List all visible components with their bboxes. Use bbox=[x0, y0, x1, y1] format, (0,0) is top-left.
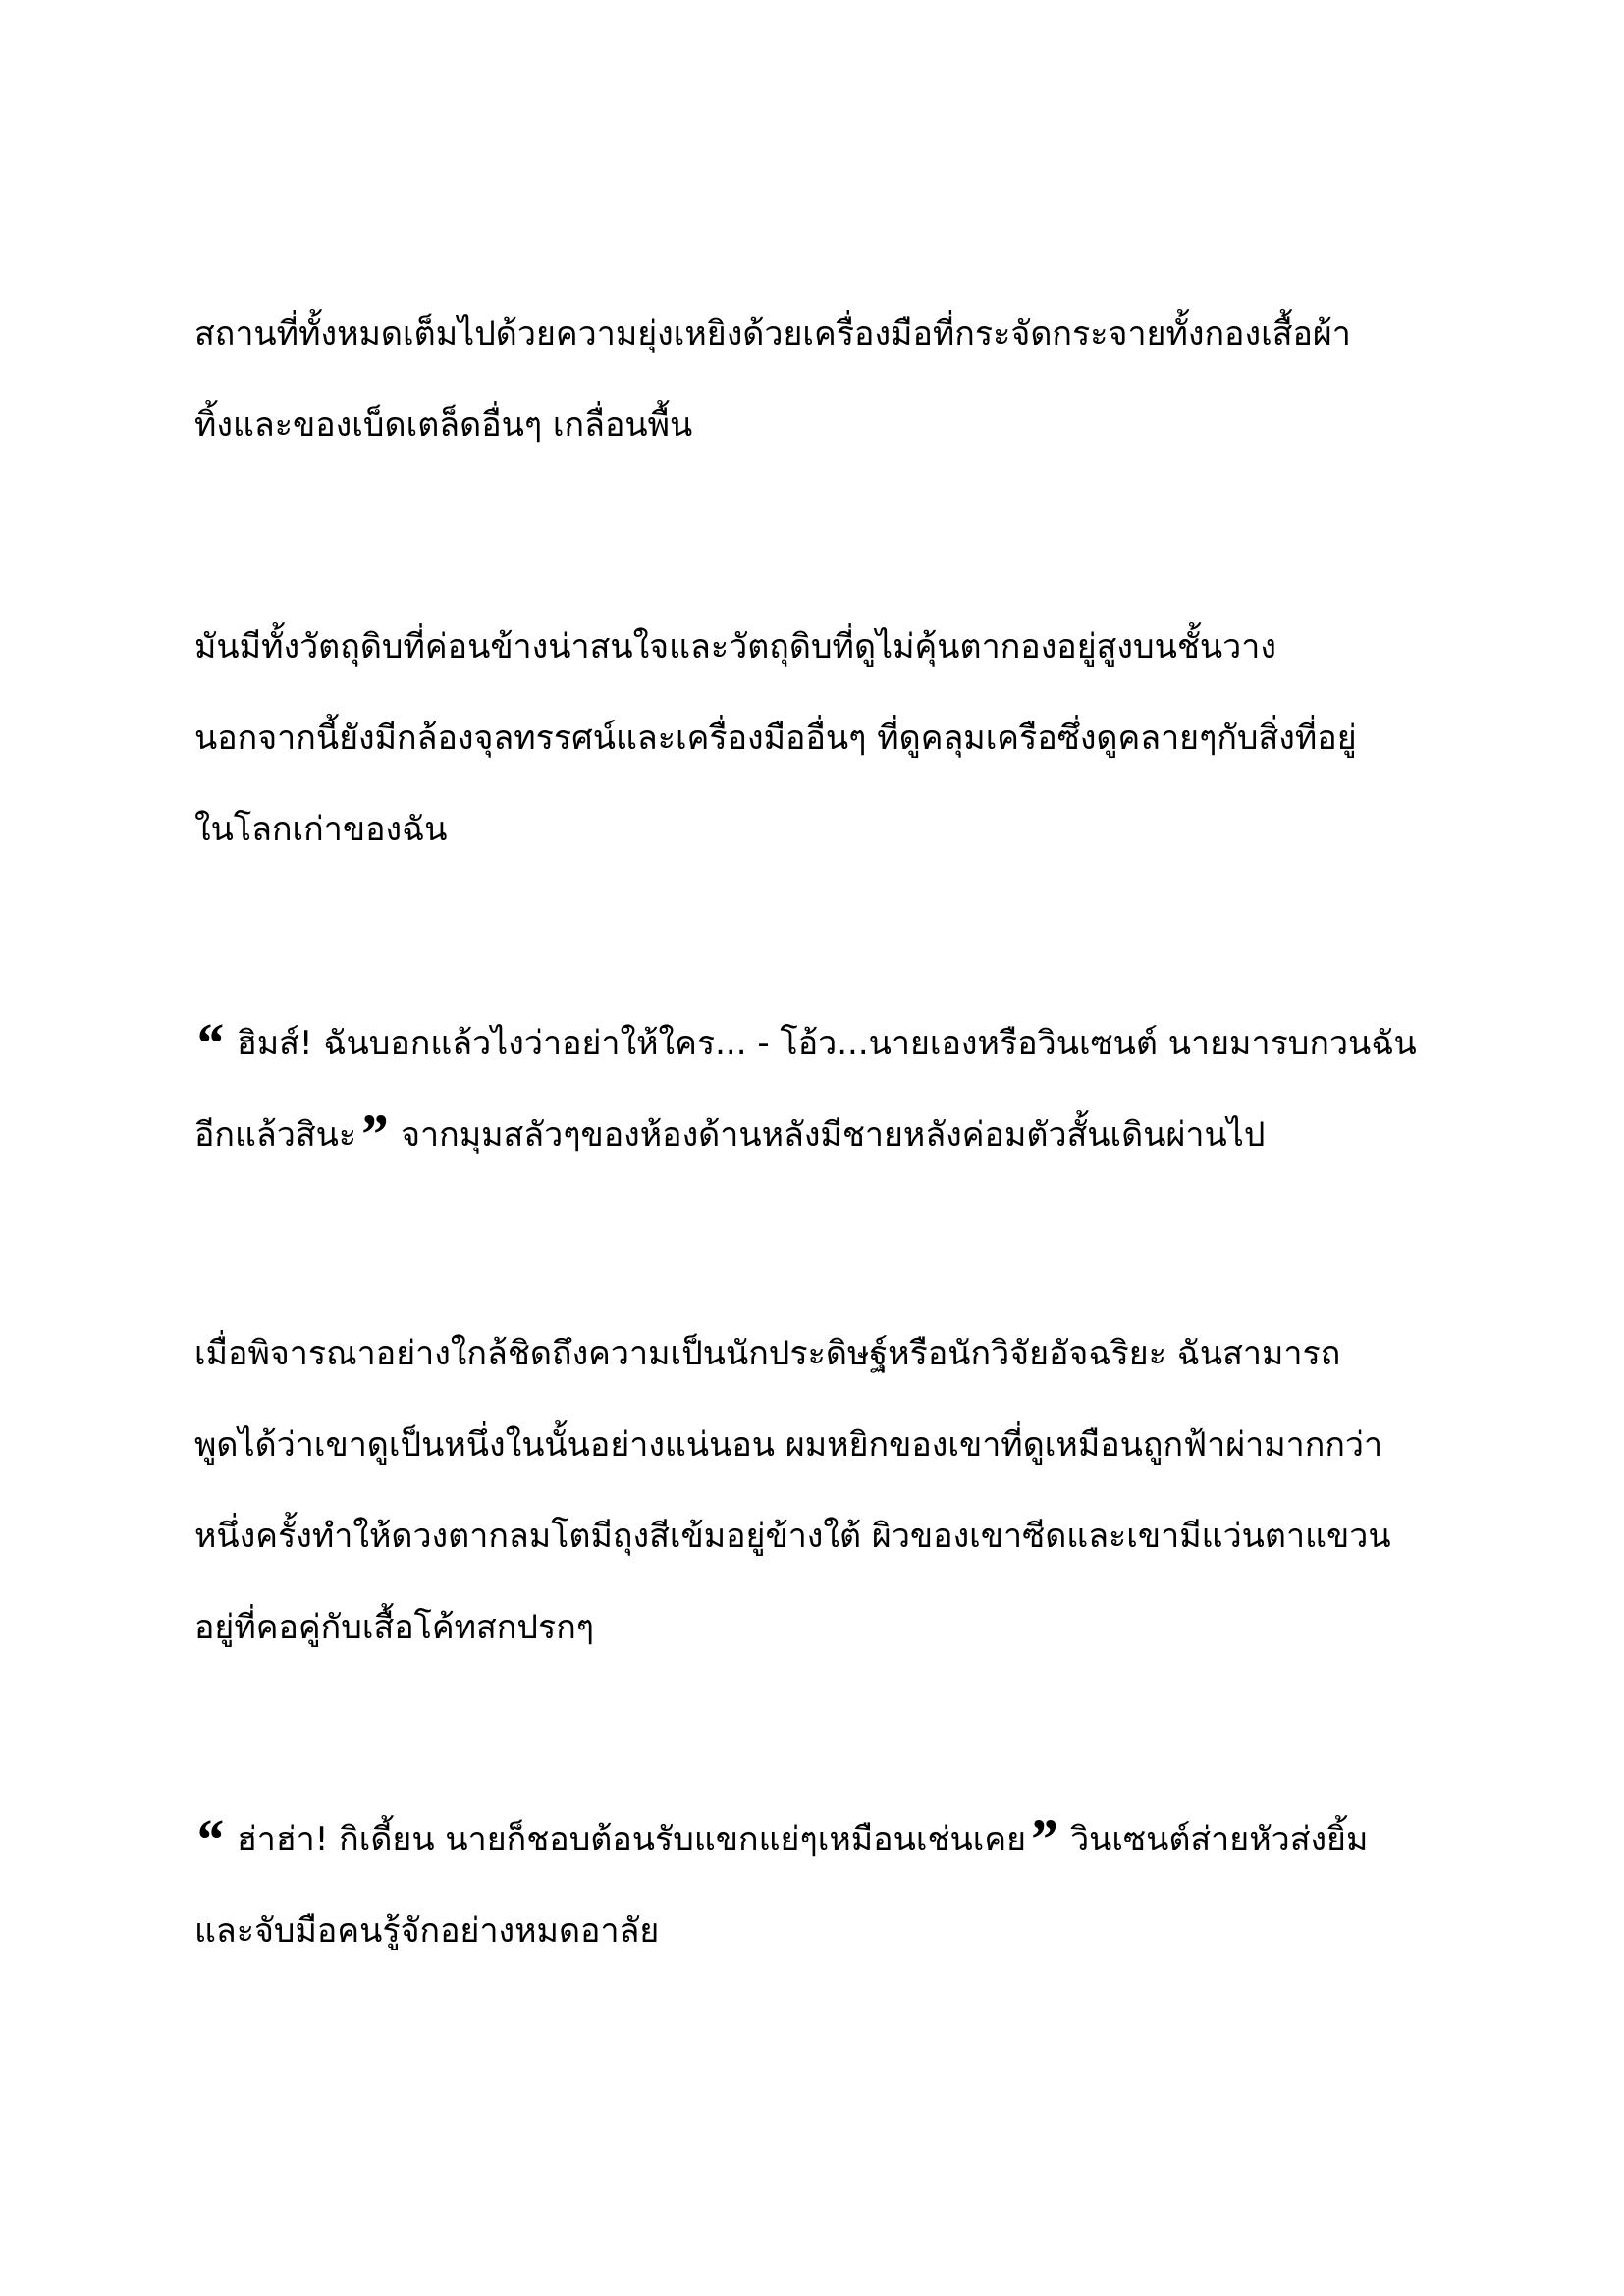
paragraph-2-line-3: ในโลกเก่าของฉัน bbox=[194, 810, 448, 849]
narration-text: จากมุมสลัวๆของห้องด้านหลังมีชายหลังค่อมตัวสั้นเดินผ่านไป bbox=[401, 1115, 1266, 1154]
paragraph-2-line-1: มันมีทั้งวัตถุดิบที่ค่อนข้างน่าสนใจและวัตถุดิบที่ดูไม่คุ้นตากองอยู่สูงบนชั้นวาง bbox=[194, 627, 1276, 667]
paragraph-3-line-1: “ ฮิมส์! ฉันบอกแล้วไงว่าอย่าให้ใคร... - โอ้ว...นายเองหรือวินเซนต์ นายมารบกวนฉัน bbox=[194, 1011, 1417, 1075]
paragraph-4 bbox=[194, 1322, 1461, 1659]
paragraph-1-line-1: สถานที่ทั้งหมดเต็มไปด้วยความยุ่งเหยิงด้วยเครื่องมือที่กระจัดกระจายทั้งกองเสื้อผ้า bbox=[194, 314, 1351, 353]
paragraph-4-line-1: เมื่อพิจารณาอย่างใกล้ชิดถึงความเป็นนักประดิษฐ์หรือนักวิจัยอัจฉริยะ ฉันสามารถ bbox=[194, 1334, 1341, 1373]
paragraph-5-dialogue bbox=[194, 1808, 1461, 1962]
dialogue-text: ฮิมส์! ฉันบอกแล้วไงว่าอย่าให้ใคร... - โอ้ว...นายเองหรือวินเซนต์ นายมารบกวนฉัน bbox=[237, 1024, 1417, 1063]
paragraph-2 bbox=[194, 615, 1461, 861]
paragraph-4-line-3: หนึ่งครั้งทำให้ดวงตากลมโตมีถุงสีเข้มอยู่ข้างใต้ ผิวของเขาซีดและเขามีแว่นตาแขวน bbox=[194, 1517, 1391, 1556]
paragraph-1 bbox=[194, 302, 1461, 456]
dialogue-text-end: อีกแล้วสินะ bbox=[194, 1115, 357, 1154]
paragraph-3-line-2: อีกแล้วสินะ” จากมุมสลัวๆของห้องด้านหลังมีชายหลังค่อมตัวสั้นเดินผ่านไป bbox=[194, 1102, 1266, 1166]
dialogue-text: ฮ่าฮ่า! กิเดี้ยน นายก็ชอบต้อนรับแขกแย่ๆเหมือนเช่นเคย bbox=[237, 1820, 1027, 1859]
paragraph-1-line-2: ทิ้งและของเบ็ดเตล็ดอื่นๆ เกลื่อนพื้น bbox=[194, 405, 693, 445]
paragraph-4-line-2: พูดได้ว่าเขาดูเป็นหนึ่งในนั้นอย่างแน่นอน ผมหยิกของเขาที่ดูเหมือนถูกฟ้าผ่ามากกว่า bbox=[194, 1425, 1383, 1465]
paragraph-2-line-2: นอกจากนี้ยังมีกล้องจุลทรรศน์และเครื่องมืออื่นๆ ที่ดูคลุมเครือซึ่งดูคลายๆกับสิ่งที่อยู่ bbox=[194, 719, 1357, 758]
paragraph-4-line-4: อยู่ที่คอคู่กับเสื้อโค้ทสกปรกๆ bbox=[194, 1608, 595, 1647]
paragraph-5-line-1: “ ฮ่าฮ่า! กิเดี้ยน นายก็ชอบต้อนรับแขกแย่ๆเหมือนเช่นเคย” วินเซนต์ส่ายหัวส่งยิ้ม bbox=[194, 1807, 1369, 1871]
narration-text: วินเซนต์ส่ายหัวส่งยิ้ม bbox=[1070, 1820, 1369, 1859]
paragraph-3-dialogue bbox=[194, 1012, 1461, 1166]
paragraph-5-line-2: และจับมือคนรู้จักอย่างหมดอาลัย bbox=[194, 1911, 660, 1950]
